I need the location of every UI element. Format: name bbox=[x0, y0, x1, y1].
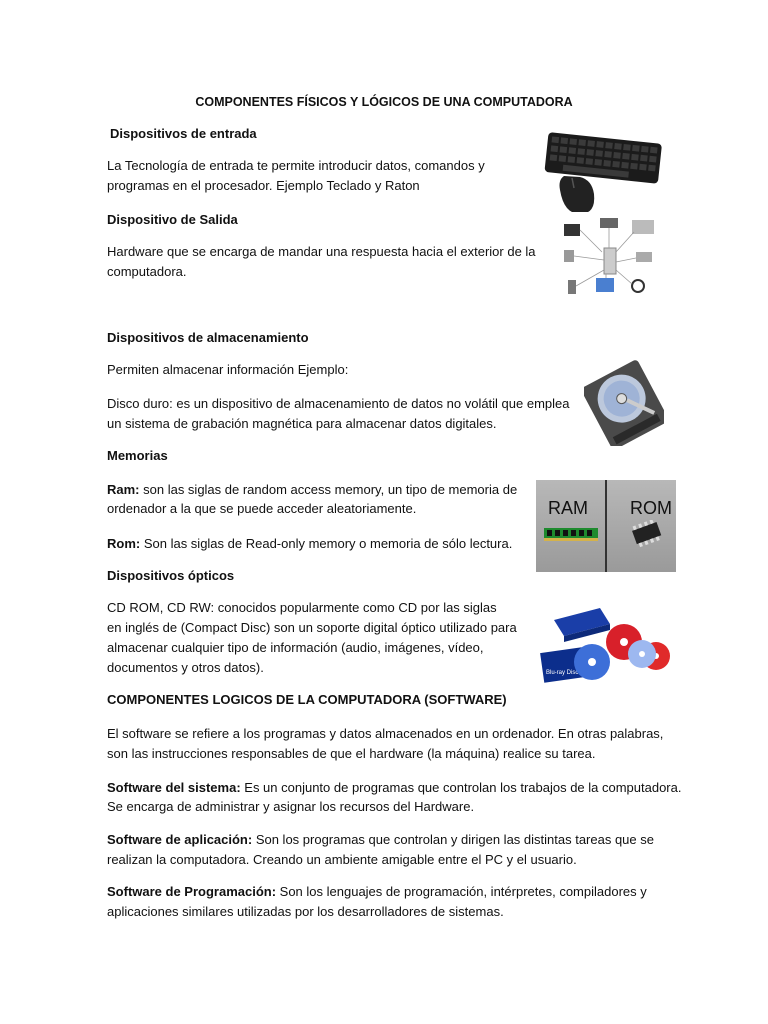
ram-stick-icon bbox=[544, 526, 598, 542]
aplicacion-text: Son los programas que controlan y dirigen las distintas tareas que se bbox=[252, 832, 654, 847]
rom-line bbox=[107, 534, 512, 554]
programacion-line-2: aplicaciones similares utilizadas por los desarrolladores de sistemas. bbox=[107, 904, 504, 919]
output-devices-diagram bbox=[556, 212, 662, 308]
almacenamiento-intro: Permiten almacenar información Ejemplo: bbox=[107, 362, 349, 377]
ram-label: Ram: bbox=[107, 482, 140, 497]
opticos-line-1: CD ROM, CD RW: conocidos popularmente como CD por las siglas bbox=[107, 600, 497, 615]
entrada-line-1: La Tecnología de entrada te permite introducir datos, comandos y bbox=[107, 158, 485, 173]
entrada-line-2: programas en el procesador. Ejemplo Teclado y Raton bbox=[107, 178, 420, 193]
ram-image-label: RAM bbox=[548, 498, 588, 518]
rom-label: Rom: bbox=[107, 536, 141, 551]
programacion-label: Software de Programación: bbox=[107, 884, 277, 899]
rom-image-label: ROM bbox=[630, 498, 672, 518]
rom-chip-icon bbox=[628, 520, 666, 548]
sistema-text: Es un conjunto de programas que controlan los trabajos de la computadora. bbox=[240, 780, 682, 795]
disco-line-2: un sistema de grabación magnética para almacenar datos digitales. bbox=[107, 416, 497, 431]
aplicacion-line-2: realizan la computadora. Creando un ambiente amigable entre el PC y el usuario. bbox=[107, 852, 577, 867]
hard-disk-image bbox=[584, 360, 664, 446]
ram-text: son las siglas de random access memory, un tipo de memoria de bbox=[139, 482, 518, 497]
logicos-p1-line-2: son las instrucciones responsables de que el hardware (la máquina) realice su tarea. bbox=[107, 746, 596, 761]
aplicacion-line-1 bbox=[107, 830, 654, 850]
ram-line-1 bbox=[107, 480, 517, 500]
heading-entrada: Dispositivos de entrada bbox=[110, 126, 257, 141]
rom-text: Son las siglas de Read-only memory o memoria de sólo lectura. bbox=[140, 536, 513, 551]
bluray-box-label: Blu-ray Disc bbox=[546, 670, 579, 676]
programacion-line-1 bbox=[107, 882, 647, 902]
optical-discs-image bbox=[538, 606, 672, 692]
ram-rom-divider bbox=[605, 480, 607, 572]
sistema-line-1 bbox=[107, 778, 681, 798]
heading-logicos: COMPONENTES LOGICOS DE LA COMPUTADORA (SOFTWARE) bbox=[107, 692, 507, 707]
ram-line-2: ordenador a la que se puede acceder aleatoriamente. bbox=[107, 501, 417, 516]
opticos-line-2: en inglés de (Compact Disc) son un soporte digital óptico utilizado para bbox=[107, 620, 517, 635]
sistema-label: Software del sistema: bbox=[107, 780, 241, 795]
heading-opticos: Dispositivos ópticos bbox=[107, 568, 235, 583]
aplicacion-label: Software de aplicación: bbox=[107, 832, 253, 847]
page-title: COMPONENTES FÍSICOS Y LÓGICOS DE UNA COMPUTADORA bbox=[195, 95, 573, 109]
keyboard-mouse-image bbox=[540, 130, 668, 216]
programacion-text: Son los lenguajes de programación, intérpretes, compiladores y bbox=[276, 884, 647, 899]
heading-memorias: Memorias bbox=[107, 448, 168, 463]
opticos-line-4: documentos y otros datos). bbox=[107, 660, 264, 675]
opticos-line-3: almacenar cualquier tipo de información (audio, imágenes, vídeo, bbox=[107, 640, 484, 655]
heading-almacenamiento: Dispositivos de almacenamiento bbox=[107, 330, 309, 345]
salida-line-1: Hardware que se encarga de mandar una respuesta hacia el exterior de la bbox=[107, 244, 536, 259]
heading-salida: Dispositivo de Salida bbox=[107, 212, 238, 227]
logicos-p1-line-1: El software se refiere a los programas y datos almacenados en un ordenador. En otras palabras, bbox=[107, 726, 664, 741]
ram-rom-image bbox=[536, 480, 676, 572]
salida-line-2: computadora. bbox=[107, 264, 187, 279]
sistema-line-2: Se encarga de administrar y asignar los recursos del Hardware. bbox=[107, 799, 475, 814]
disco-line-1: Disco duro: es un dispositivo de almacenamiento de datos no volátil que emplea bbox=[107, 396, 570, 411]
